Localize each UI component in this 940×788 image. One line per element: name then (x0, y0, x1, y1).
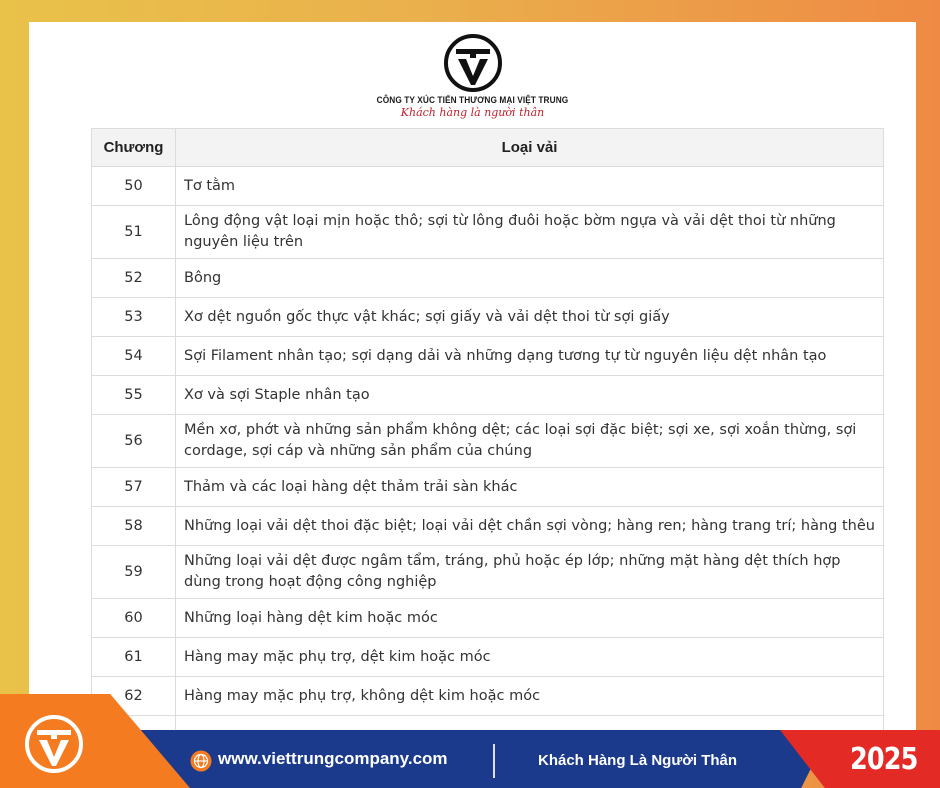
chapter-cell: 58 (92, 507, 176, 546)
fabric-cell: Lông động vật loại mịn hoặc thô; sợi từ lông đuôi hoặc bờm ngựa và vải dệt thoi từ những nguyên liệu trên (176, 206, 884, 259)
footer-year: 2025 (850, 742, 918, 777)
table-row (92, 468, 884, 507)
fabric-cell: Hàng may mặc phụ trợ, không dệt kim hoặc móc (176, 677, 884, 716)
header-chapter: Chương (92, 129, 176, 167)
fabric-cell: Những loại vải dệt thoi đặc biệt; loại vải dệt chần sợi vòng; hàng ren; hàng trang trí; hàng thêu (176, 507, 884, 546)
table-row (92, 546, 884, 599)
table-row (92, 167, 884, 206)
table-row (92, 638, 884, 677)
table-row (92, 677, 884, 716)
table-row (92, 599, 884, 638)
globe-icon (190, 750, 212, 772)
chapter-cell: 57 (92, 468, 176, 507)
chapter-cell: 52 (92, 259, 176, 298)
company-name: CÔNG TY XÚC TIẾN THƯƠNG MẠI VIỆT TRUNG (376, 95, 569, 105)
fabric-cell: Tơ tằm (176, 167, 884, 206)
fabric-cell: Những loại hàng dệt kim hoặc móc (176, 599, 884, 638)
footer-banner (0, 730, 940, 788)
chapter-cell: 56 (92, 415, 176, 468)
fabric-chapter-table (91, 128, 884, 769)
table-row (92, 298, 884, 337)
company-slogan: Khách hàng là người thân (400, 106, 545, 119)
table-row (92, 206, 884, 259)
chapter-cell: 60 (92, 599, 176, 638)
fabric-cell: Xơ và sợi Staple nhân tạo (176, 376, 884, 415)
fabric-cell: Sợi Filament nhân tạo; sợi dạng dải và những dạng tương tự từ nguyên liệu dệt nhân tạo (176, 337, 884, 376)
header-fabric-type: Loại vải (176, 129, 884, 167)
fabric-cell: Thảm và các loại hàng dệt thảm trải sàn khác (176, 468, 884, 507)
fabric-cell: Những loại vải dệt được ngâm tẩm, tráng, phủ hoặc ép lớp; những mặt hàng dệt thích hợp dùng trong hoạt động công nghiệp (176, 546, 884, 599)
footer-divider (493, 744, 495, 778)
table-header-row (92, 129, 884, 167)
fabric-cell: Xơ dệt nguồn gốc thực vật khác; sợi giấy và vải dệt thoi từ sợi giấy (176, 298, 884, 337)
document-card (29, 22, 916, 734)
footer-logo-icon (22, 712, 86, 776)
chapter-cell: 53 (92, 298, 176, 337)
chapter-cell: 50 (92, 167, 176, 206)
company-logo-icon (442, 32, 504, 94)
chapter-cell: 61 (92, 638, 176, 677)
chapter-cell: 54 (92, 337, 176, 376)
fabric-cell: Hàng may mặc phụ trợ, dệt kim hoặc móc (176, 638, 884, 677)
table-row (92, 259, 884, 298)
table-row (92, 415, 884, 468)
table-row (92, 376, 884, 415)
chapter-cell: 59 (92, 546, 176, 599)
website-link[interactable]: www.viettrungcompany.com (218, 749, 448, 768)
fabric-cell: Mền xơ, phớt và những sản phẩm không dệt; các loại sợi đặc biệt; sợi xe, sợi xoắn thừng, sợi cordage, sợi cáp và những sản phẩm của chúng (176, 415, 884, 468)
chapter-cell: 51 (92, 206, 176, 259)
table-row (92, 337, 884, 376)
chapter-cell: 62 (92, 677, 176, 716)
company-header (29, 32, 916, 119)
table-row (92, 507, 884, 546)
fabric-cell: Bông (176, 259, 884, 298)
footer-tagline: Khách Hàng Là Người Thân (538, 752, 738, 769)
chapter-cell: 55 (92, 376, 176, 415)
